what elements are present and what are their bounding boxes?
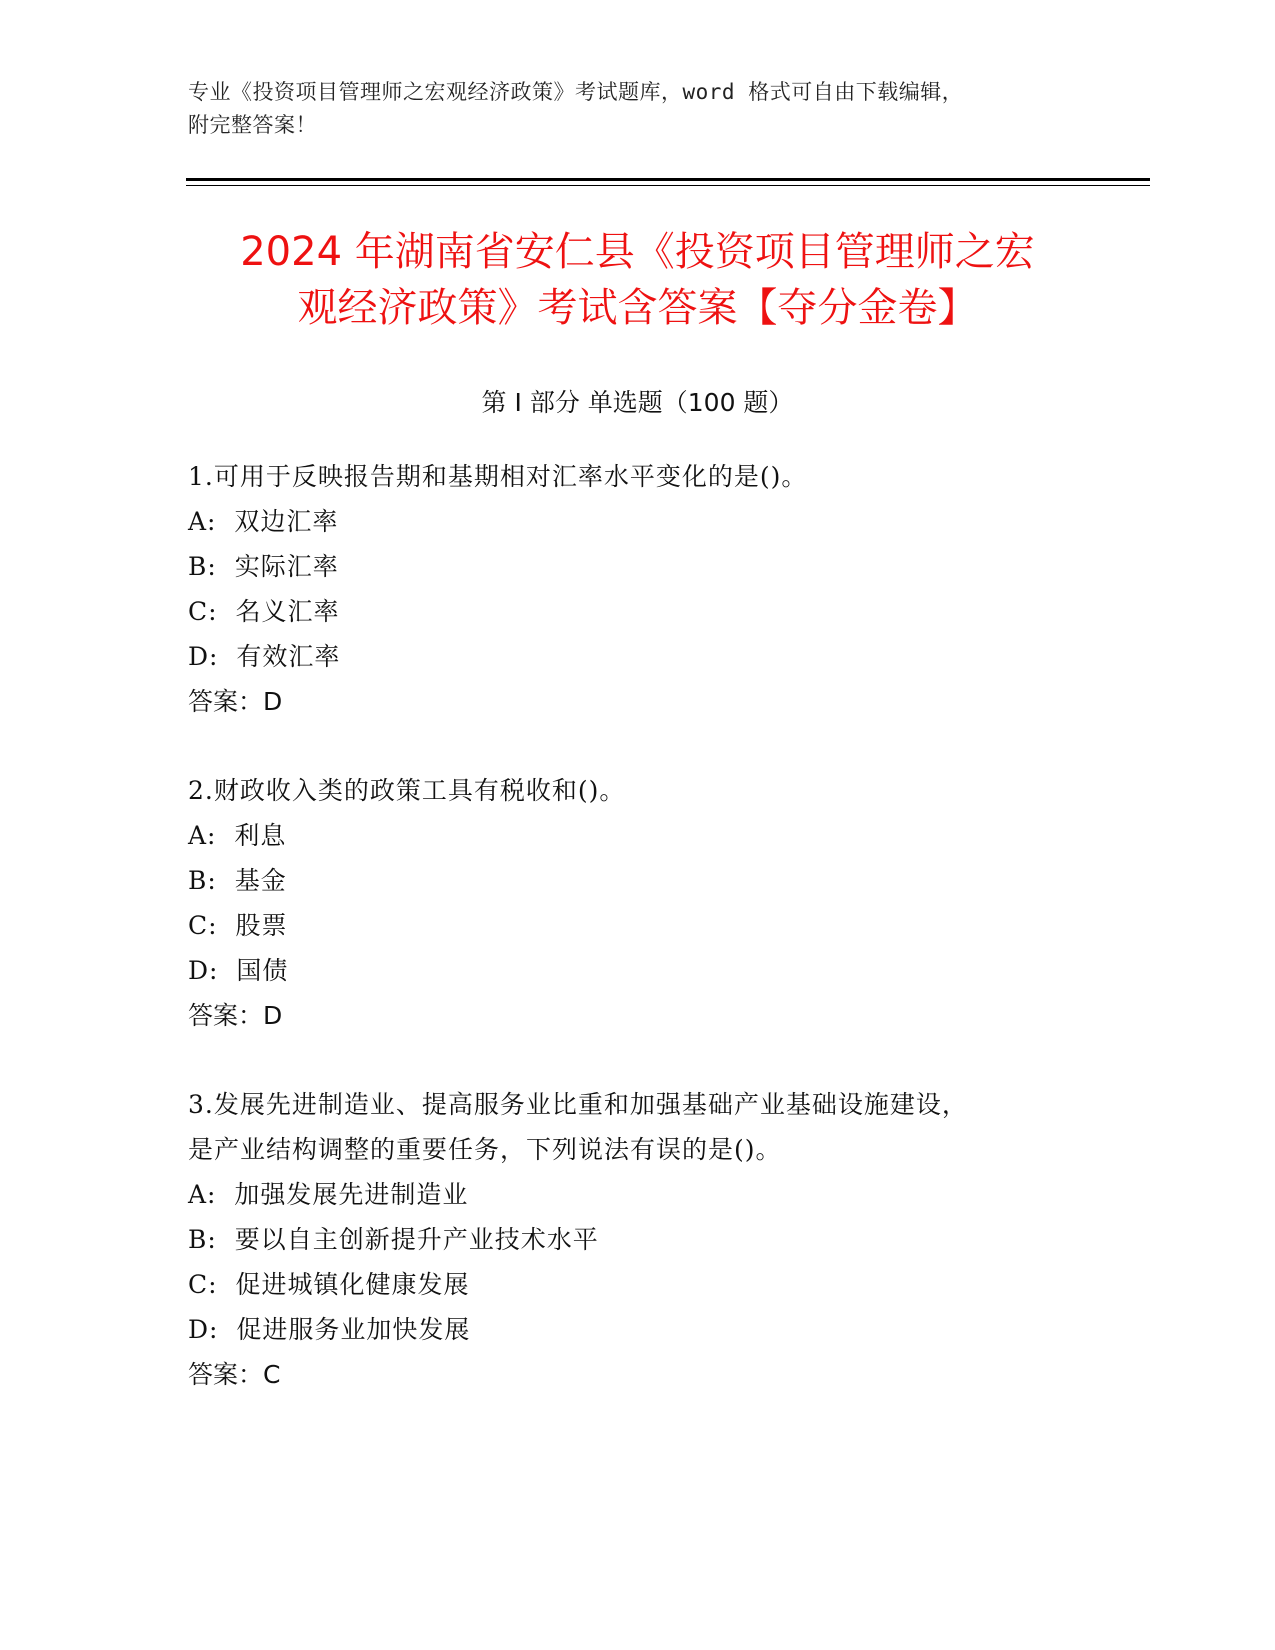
document-title-line-1: 2024 年湖南省安仁县《投资项目管理师之宏 <box>240 229 1035 275</box>
document-header-note <box>188 76 1068 142</box>
option-b: B: 实际汇率 <box>188 552 339 581</box>
answer-line: 答案：C <box>188 1360 281 1389</box>
option-b: B: 要以自主创新提升产业技术水平 <box>188 1225 599 1254</box>
question-3 <box>188 1082 1088 1397</box>
option-a: A: 利息 <box>188 821 287 850</box>
option-c: C: 股票 <box>188 911 288 940</box>
header-divider-thin <box>186 185 1150 186</box>
option-d: D: 促进服务业加快发展 <box>188 1315 471 1344</box>
option-a: A: 加强发展先进制造业 <box>188 1180 469 1209</box>
header-note-line-1: 专业《投资项目管理师之宏观经济政策》考试题库，word 格式可自由下载编辑， <box>188 80 964 104</box>
document-title-line-2: 观经济政策》考试含答案【夺分金卷】 <box>297 285 978 331</box>
question-1 <box>188 454 1088 724</box>
option-d: D: 有效汇率 <box>188 642 341 671</box>
option-b: B: 基金 <box>188 866 287 895</box>
section-heading: 第 I 部分 单选题（100 题） <box>481 388 794 417</box>
header-note-line-2: 附完整答案！ <box>188 113 317 137</box>
option-d: D: 国债 <box>188 956 289 985</box>
answer-line: 答案：D <box>188 1001 283 1030</box>
answer-line: 答案：D <box>188 687 283 716</box>
question-stem: 1.可用于反映报告期和基期相对汇率水平变化的是()。 <box>188 462 808 491</box>
question-2 <box>188 768 1088 1038</box>
option-c: C: 名义汇率 <box>188 597 340 626</box>
document-title <box>150 224 1125 336</box>
header-divider-thick <box>186 178 1150 181</box>
option-a: A: 双边汇率 <box>188 507 339 536</box>
question-stem-line-1: 3.发展先进制造业、提高服务业比重和加强基础产业基础设施建设， <box>188 1090 968 1119</box>
option-c: C: 促进城镇化健康发展 <box>188 1270 470 1299</box>
question-stem: 2.财政收入类的政策工具有税收和()。 <box>188 776 626 805</box>
question-stem-line-2: 是产业结构调整的重要任务，下列说法有误的是()。 <box>188 1135 782 1164</box>
